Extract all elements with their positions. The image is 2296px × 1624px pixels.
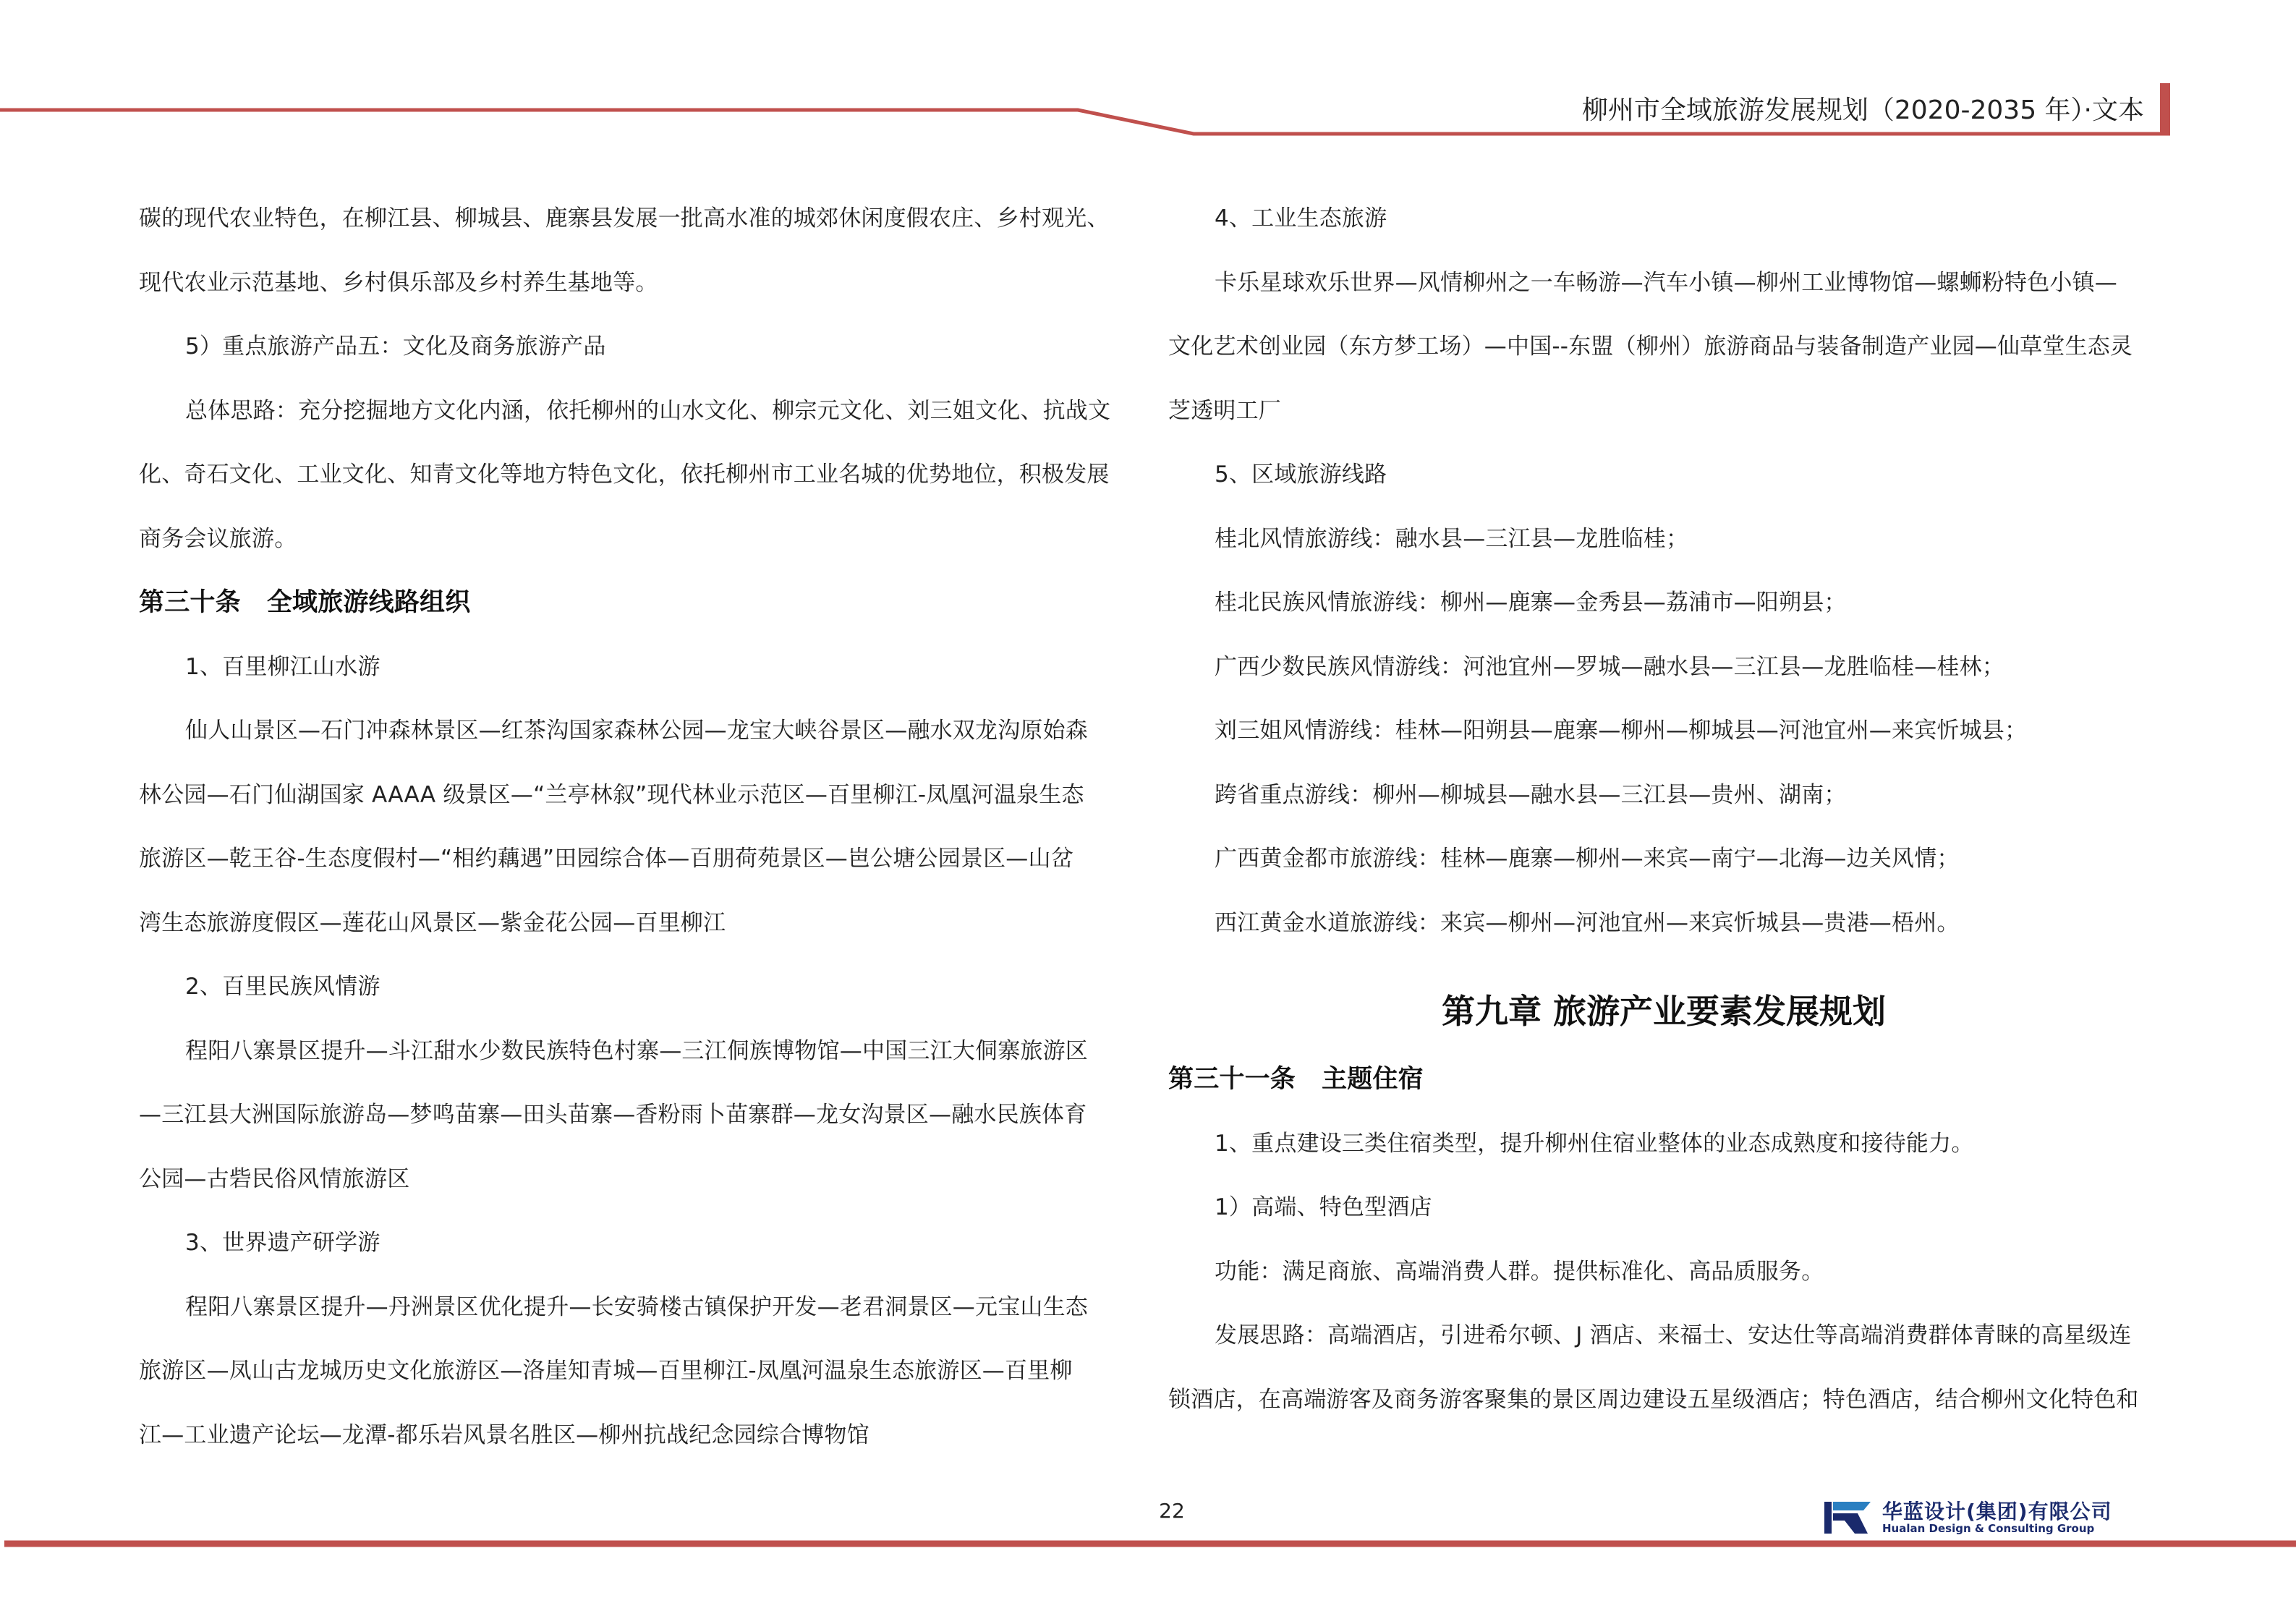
body-line: 现代农业示范基地、乡村俱乐部及乡村养生基地等。 [139,269,658,296]
body-line: 化、奇石文化、工业文化、知青文化等地方特色文化，依托柳州市工业名城的优势地位，积极发展 [139,462,1110,488]
body-line: 商务会议旅游。 [139,525,297,552]
subheading: 5）重点旅游产品五：文化及商务旅游产品 [185,333,606,360]
body-line: 公园—古砦民俗风情旅游区 [139,1165,410,1192]
header-accent-bar [2160,83,2170,134]
body-line: 程阳八寨景区提升—丹洲景区优化提升—长安骑楼古镇保护开发—老君洞景区—元宝山生态 [185,1293,1088,1320]
body-line: 芝透明工厂 [1168,397,1281,424]
body-line: 总体思路：充分挖掘地方文化内涵，依托柳州的山水文化、柳宗元文化、刘三姐文化、抗战文 [185,397,1111,424]
body-line: 发展思路：高端酒店，引进希尔顿、J 酒店、来福士、安达仕等高端消费群体青睐的高星级连 [1215,1322,2132,1348]
body-line: 广西少数民族风情游线：河池宜州—罗城—融水县—三江县—龙胜临桂—桂林； [1215,653,2004,680]
subheading: 1）高端、特色型酒店 [1215,1194,1432,1220]
body-line: 跨省重点游线：柳州—柳城县—融水县—三江县—贵州、湖南； [1215,781,1847,808]
company-logo [1823,1496,2112,1539]
body-line: —三江县大洲国际旅游岛—梦鸣苗寨—田头苗寨—香粉雨卜苗寨群—龙女沟景区—融水民族体育 [139,1102,1087,1128]
company-name-en: Hualan Design & Consulting Group [1882,1522,2095,1535]
body-line: 刘三姐风情游线：桂林—阳朔县—鹿寨—柳州—柳城县—河池宜州—来宾忻城县； [1215,718,2028,744]
body-line: 碳的现代农业特色，在柳江县、柳城县、鹿寨县发展一批高水准的城郊休闲度假农庄、乡村观光、 [139,205,1110,231]
left-column [139,187,1134,1467]
footer-rule [0,1534,2296,1555]
document-title: 柳州市全域旅游发展规划（2020-2035 年）·文本 [1581,95,2144,125]
page-number: 22 [1159,1499,1185,1523]
route-heading: 3、世界遗产研学游 [185,1230,380,1256]
body-line: 江—工业遗产论坛—龙潭-都乐岩风景名胜区—柳州抗战纪念园综合博物馆 [139,1421,869,1448]
body-line: 旅游区—凤山古龙城历史文化旅游区—洛崖知青城—百里柳江-凤凰河温泉生态旅游区—百里柳 [139,1358,1073,1384]
body-line: 旅游区—乾王谷-生态度假村—“相约藕遇”田园综合体—百朋荷苑景区—岜公塘公园景区—山岔 [139,846,1073,872]
body-line: 程阳八寨景区提升—斗江甜水少数民族特色村寨—三江侗族博物馆—中国三江大侗寨旅游区 [185,1037,1088,1064]
body-line: 广西黄金都市旅游线：桂林—鹿寨—柳州—来宾—南宁—北海—边关风情； [1215,846,1960,872]
chapter-heading: 第九章 旅游产业要素发展规划 [1441,992,1886,1031]
body-line: 林公园—石门仙湖国家 AAAA 级景区—“兰亭林叙”现代林业示范区—百里柳江-凤凰河温泉生态 [139,781,1084,808]
article-number: 第三十条 [139,588,241,617]
article-30-heading [139,571,1134,635]
body-line: 功能：满足商旅、高端消费人群。提供标准化、高品质服务。 [1215,1258,1824,1285]
body-line: 桂北民族风情旅游线：柳州—鹿寨—金秀县—荔浦市—阳朔县； [1215,590,1847,616]
body-line: 湾生态旅游度假区—莲花山风景区—紫金花公园—百里柳江 [139,909,726,936]
body-line: 卡乐星球欢乐世界—风情柳州之一车畅游—汽车小镇—柳州工业博物馆—螺蛳粉特色小镇— [1215,269,2117,296]
route-heading: 5、区域旅游线路 [1215,462,1387,488]
route-heading: 4、工业生态旅游 [1215,205,1387,231]
article-number: 第三十一条 [1168,1065,1296,1094]
body-line: 仙人山景区—石门冲森林景区—红茶沟国家森林公园—龙宝大峡谷景区—融水双龙沟原始森 [185,718,1088,744]
body-line: 文化艺术创业园（东方梦工场）—中国--东盟（柳州）旅游商品与装备制造产业园—仙草堂生态灵 [1168,333,2133,360]
company-name-cn: 华蓝设计(集团)有限公司 [1882,1500,2112,1523]
body-line: 西江黄金水道旅游线：来宾—柳州—河池宜州—来宾忻城县—贵港—梧州。 [1215,909,1960,936]
article-title: 全域旅游线路组织 [266,588,471,617]
article-title: 主题住宿 [1322,1065,1424,1094]
hualan-logo-icon [1823,1497,1874,1538]
article-31-heading [1168,1047,2159,1112]
body-line: 桂北风情旅游线：融水县—三江县—龙胜临桂； [1215,525,1689,552]
body-line: 1、重点建设三类住宿类型，提升柳州住宿业整体的业态成熟度和接待能力。 [1215,1130,1974,1157]
route-heading: 2、百里民族风情游 [185,974,380,1000]
body-line: 锁酒店，在高端游客及商务游客聚集的景区周边建设五星级酒店；特色酒店，结合柳州文化特色和 [1168,1386,2139,1413]
route-heading: 1、百里柳江山水游 [185,653,380,680]
right-column [1168,187,2159,1432]
